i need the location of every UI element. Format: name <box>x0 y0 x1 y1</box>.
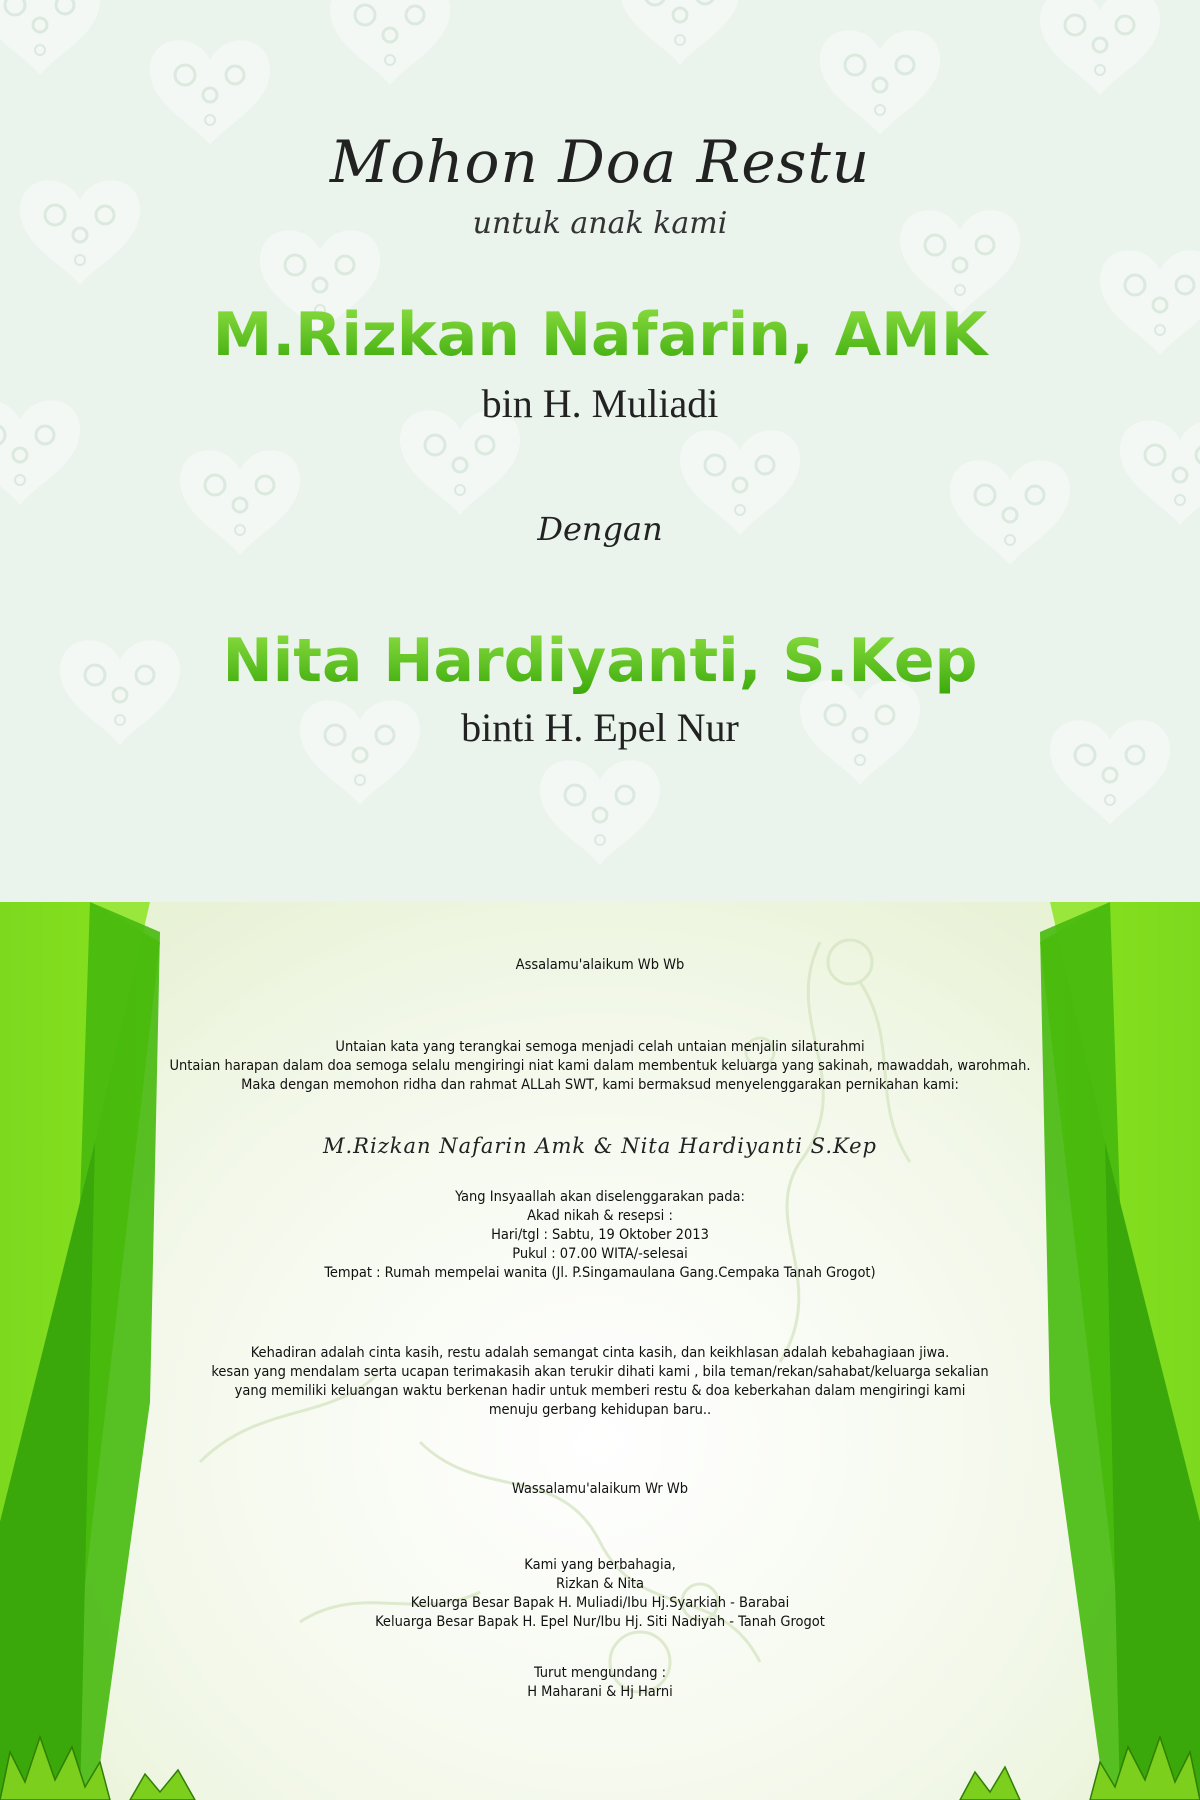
bride-parent: binti H. Epel Nur <box>461 705 739 750</box>
invited-label: Turut mengundang : <box>533 1665 667 1681</box>
greeting <box>150 956 1050 975</box>
couple-names-script: M.Rizkan Nafarin Amk & Nita Hardiyanti S.Kep <box>322 1134 877 1158</box>
closing-line: kesan yang mendalam serta ucapan terimakasih akan terukir dihati kami , bila teman/rekan/sahabat/keluarga sekalian <box>211 1364 989 1380</box>
event-venue: Tempat : Rumah mempelai wanita (Jl. P.Singamaulana Gang.Cempaka Tanah Grogot) <box>324 1265 876 1281</box>
groom-parent: bin H. Muliadi <box>481 381 719 426</box>
signature-line: Keluarga Besar Bapak H. Muliadi/Ibu Hj.Syarkiah - Barabai <box>410 1595 790 1611</box>
event-details <box>150 1188 1050 1283</box>
connector-text: Dengan <box>537 510 663 548</box>
signature-block <box>150 1556 1050 1632</box>
closing-paragraph <box>150 1344 1050 1420</box>
greeting-text: Assalamu'alaikum Wb Wb <box>515 957 685 973</box>
invitation-subtitle: untuk anak kami <box>472 206 728 241</box>
intro-line: Maka dengan memohon ridha dan rahmat ALLah SWT, kami bermaksud menyelenggarakan pernikahan kami: <box>241 1077 959 1093</box>
signature-line: Kami yang berbahagia, <box>524 1557 676 1573</box>
grass-center-left <box>130 1770 195 1800</box>
event-line: Akad nikah & resepsi : <box>527 1208 673 1224</box>
invitation-title: Mohon Doa Restu <box>329 128 871 196</box>
signature-line: Keluarga Besar Bapak H. Epel Nur/Ibu Hj. Siti Nadiyah - Tanah Grogot <box>375 1614 825 1630</box>
bride-name: Nita Hardiyanti, S.Kep <box>0 626 1200 696</box>
signature-line: Rizkan & Nita <box>555 1576 645 1592</box>
closing-line: yang memiliki keluangan waktu berkenan hadir untuk memberi restu & doa keberkahan dalam mengiringi kami <box>234 1383 966 1399</box>
intro-line: Untaian harapan dalam doa semoga selalu mengiringi niat kami dalam membentuk keluarga yang sakinah, mawaddah, warohmah. <box>169 1058 1031 1074</box>
invited-names: H Maharani & Hj Harni <box>527 1684 673 1700</box>
event-line: Yang Insyaallah akan diselenggarakan pada: <box>455 1189 745 1205</box>
bottom-panel <box>0 902 1200 1800</box>
intro-paragraph <box>150 1038 1050 1095</box>
farewell-text: Wassalamu'alaikum Wr Wb <box>511 1481 689 1497</box>
groom-name: M.Rizkan Nafarin, AMK <box>0 300 1200 370</box>
event-time: Pukul : 07.00 WITA/-selesai <box>512 1246 688 1262</box>
closing-line: Kehadiran adalah cinta kasih, restu adalah semangat cinta kasih, dan keikhlasan adalah kebahagiaan jiwa. <box>250 1345 950 1361</box>
intro-line: Untaian kata yang terangkai semoga menjadi celah untaian menjalin silaturahmi <box>335 1039 865 1055</box>
invited-by-block <box>150 1664 1050 1702</box>
farewell <box>150 1480 1050 1499</box>
event-date: Hari/tgl : Sabtu, 19 Oktober 2013 <box>491 1227 709 1243</box>
closing-line: menuju gerbang kehidupan baru.. <box>488 1402 712 1418</box>
